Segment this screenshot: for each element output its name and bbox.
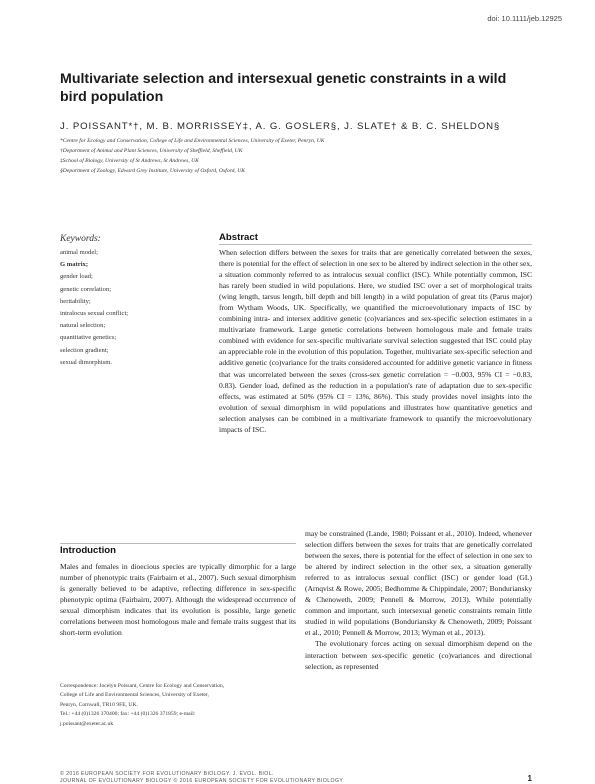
keywords-heading: Keywords:	[60, 234, 101, 244]
correspondence-line: Tel.: +44 (0)1326 370400; fax: +44 (0)1326 371859; e-mail:	[60, 711, 196, 718]
correspondence-line: j.poissant@exeter.ac.uk	[60, 720, 114, 727]
keyword-item: quantitative genetics;	[60, 334, 117, 342]
abstract-divider	[219, 244, 532, 245]
introduction-left-column	[60, 561, 296, 638]
author-list: J. POISSANT*†, M. B. MORRISSEY‡, A. G. GOSLER§, J. SLATE† & B. C. SHELDON§	[60, 121, 501, 132]
footer-journal: JOURNAL OF EVOLUTIONARY BIOLOGY © 2016 EUROPEAN SOCIETY FOR EVOLUTIONARY BIOLOGY	[60, 778, 344, 784]
abstract-heading: Abstract	[219, 232, 258, 243]
affiliation: *Centre for Ecology and Conservation, College of Life and Environmental Sciences, University of Exeter, Penryn, UK	[60, 138, 325, 144]
body-paragraph: Males and females in dioecious species are typically dimorphic for a large number of phenotypic traits (Fairbairn et al., 2007). Such sexual dimorphism is generally believed to be adaptive, reflecting difference in sex-specific phenotypic optima (Fairbairn, 2007). Although the widespread occurrence of sexual dimorphism indicates that its evolution is possible, large genetic correlations between most homologous male and female traits suggest that its short-term evolution	[60, 562, 296, 638]
keyword-item: G matrix;	[60, 261, 89, 269]
keyword-item: animal model;	[60, 249, 98, 256]
page-number: 1	[527, 774, 532, 783]
footer-copyright: © 2016 EUROPEAN SOCIETY FOR EVOLUTIONARY BIOLOGY. J. EVOL. BIOL.	[60, 771, 274, 777]
keyword-item: intralocus sexual conflict;	[60, 310, 129, 318]
affiliation: §Department of Zoology, Edward Grey Institute, University of Oxford, Oxford, UK	[60, 168, 245, 174]
keyword-item: selection gradient;	[60, 346, 109, 354]
abstract-text: When selection differs between the sexes for traits that are genetically correlated between the sexes, there is potential for the effect of selection in one sex to be altered by indirect selection in the other sex, a situation commonly referred to as intralocus sexual conflict (ISC). While potentially common, ISC has rarely been studied in wild populations. Here, we studied ISC over a set of morphological traits (wing length, tarsus length, bill depth and bill length) in a wild population of great tits (Parus major) from Wytham Woods, UK. Specifically, we quantified the microevolutionary impacts of ISC by combining intra- and intersex additive genetic (co)variances and sex-specific selection estimates in a multivariate framework. Large genetic correlations between homologous male and female traits combined with evidence for sex-specific multivariate survival selection suggested that ISC could play an appreciable role in the evolution of this population. Together, multivariate sex-specific selection and additive genetic (co)variance for the traits considered accounted for additive genetic variance in fitness that was uncorrelated between the sexes (cross-sex genetic correlation = −0.003, 95% CI = −0.83, 0.83). Gender load, defined as the reduction in a population's rate of adaptation due to sex-specific effects, was estimated at 50% (95% CI = 13%, 86%). This study provides novel insights into the evolution of sexual dimorphism in wild populations and illustrates how quantitative genetics and selection analyses can be combined in a multivariate framework to quantify the microevolutionary impacts of ISC.	[219, 248, 532, 434]
introduction-right-column	[305, 528, 532, 672]
affiliation: †Department of Animal and Plant Sciences, University of Sheffield, Sheffield, UK	[60, 148, 243, 154]
keyword-item: gender load;	[60, 273, 93, 281]
affiliation: ‡School of Biology, University of St Andrews, St Andrews, UK	[60, 158, 199, 164]
keyword-item: genetic correlation;	[60, 285, 112, 293]
body-paragraph: The evolutionary forces acting on sexual dimorphism depend on the interaction between sex-specific genetic (co)variances and directional selection, as represented	[305, 639, 532, 671]
correspondence-note	[60, 682, 296, 729]
correspondence-line: Correspondence: Jocelyn Poissant, Centre for Ecology and Conservation,	[60, 683, 225, 689]
keyword-item: sexual dimorphism.	[60, 358, 113, 366]
introduction-divider	[60, 543, 296, 544]
introduction-heading: Introduction	[60, 545, 116, 556]
keyword-item: heritability;	[60, 297, 91, 305]
correspondence-line: College of Life and Environmental Sciences, University of Exeter,	[60, 692, 209, 699]
correspondence-line: Penryn, Cornwall, TR10 9FE, UK.	[60, 701, 138, 708]
keywords-list	[60, 247, 128, 369]
body-paragraph: may be constrained (Lande, 1980; Poissant et al., 2010). Indeed, whenever selection differs between the sexes for traits that are genetically correlated between the sexes, there is potential for the effect of selection in one sex to be altered by indirect selection in the other sex, a situation generally referred to as intralocus sexual conflict (ISC) or gender load (GL) (Arnqvist & Rowe, 2005; Bedhomme & Chippindale, 2007; Bonduriansky & Chenoweth, 2009; Pennell & Morrow, 2013). While potentially common and important, such intersexual genetic constraints remain little studied in wild populations (Bonduriansky & Chenoweth, 2009; Poissant et al., 2010; Pennell & Morrow, 2013; Wyman et al., 2013).	[305, 529, 532, 638]
article-title: Multivariate selection and intersexual genetic constraints in a wild bird population	[60, 71, 507, 105]
keyword-item: natural selection;	[60, 322, 106, 330]
doi-label: doi: 10.1111/jeb.12925	[487, 14, 562, 23]
